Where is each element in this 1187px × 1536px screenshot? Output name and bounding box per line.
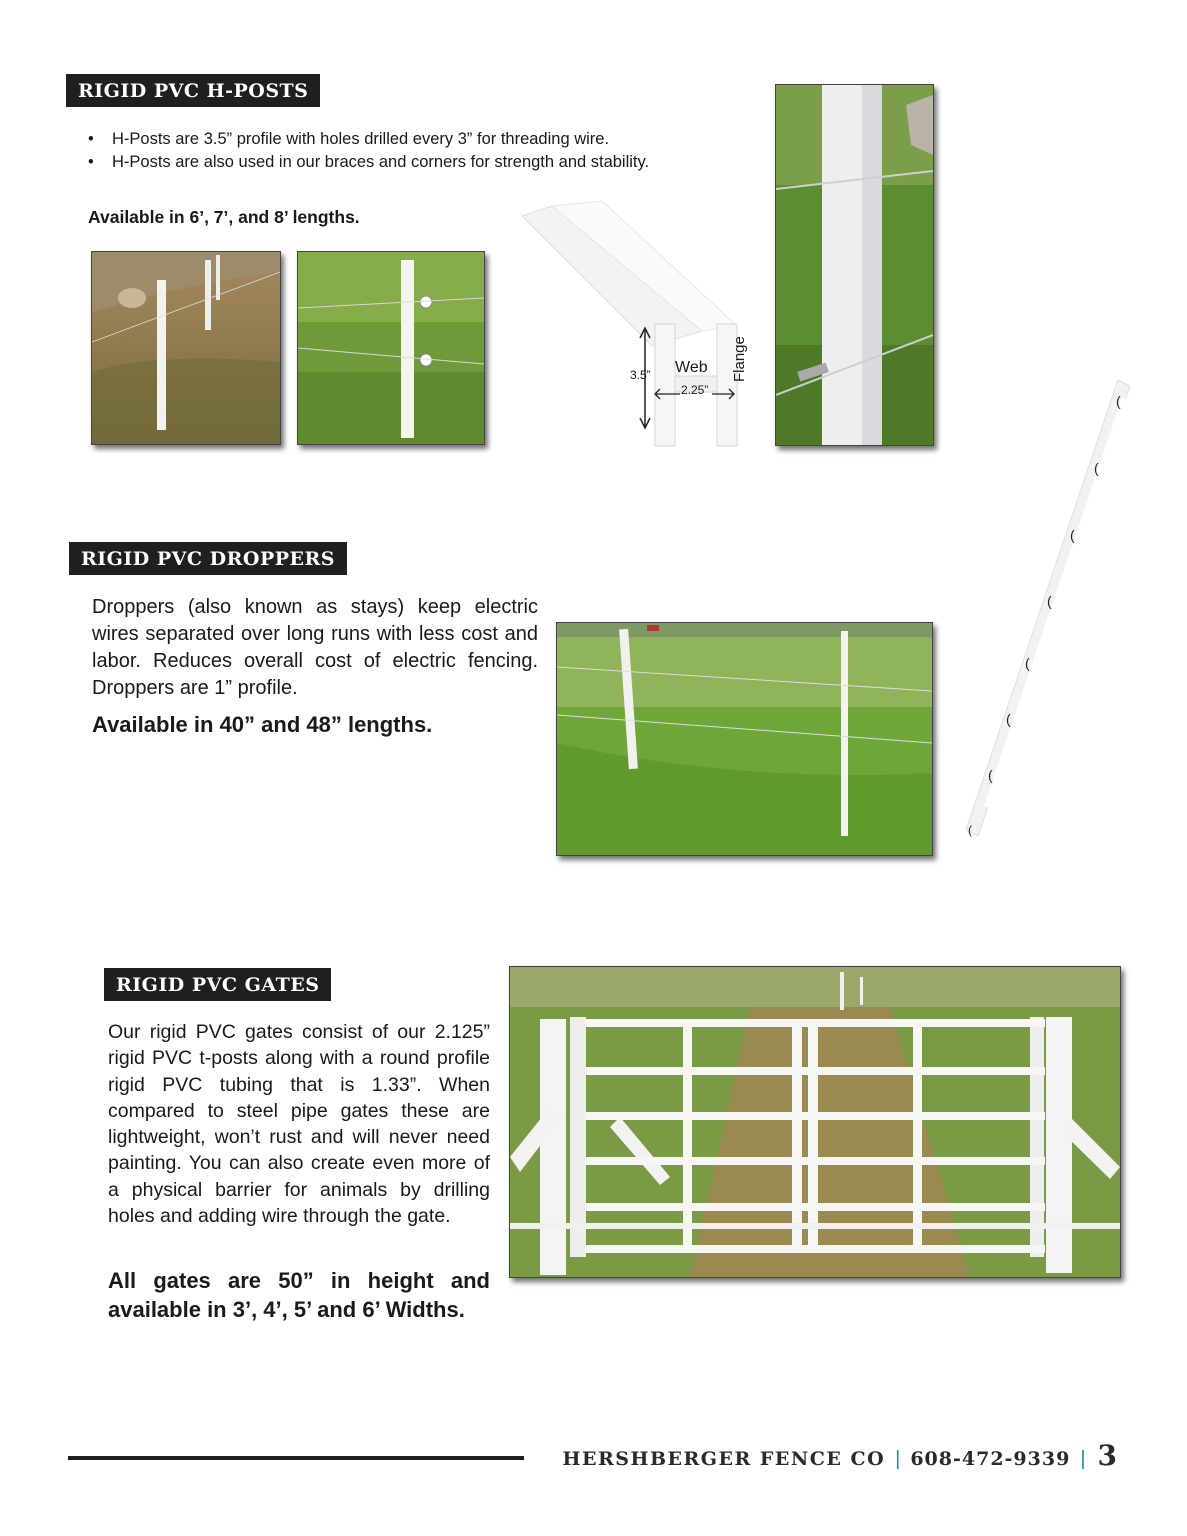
svg-text:(: ( <box>1094 460 1099 476</box>
svg-text:(: ( <box>1047 593 1052 609</box>
footer-separator: | <box>895 1448 901 1470</box>
gates-availability: All gates are 50” in height and available in 3’, 4’, 5’ and 6’ Widths. <box>108 1268 490 1322</box>
droppers-availability: Available in 40” and 48” lengths. <box>92 712 433 737</box>
footer-company: HERSHBERGER FENCE CO <box>562 1448 886 1470</box>
hpost-profile-diagram <box>512 196 762 454</box>
droppers-description: Droppers (also known as stays) keep electric wires separated over long runs with less cost and labor. Reduces overall cost of electric fencing. Droppers are 1” profile. <box>92 596 538 699</box>
page-number: 3 <box>1097 1439 1117 1472</box>
list-item: • H-Posts are 3.5” profile with holes drilled every 3” for threading wire. <box>88 128 688 151</box>
gates-photo <box>509 966 1121 1278</box>
footer-phone: 608-472-9339 <box>910 1448 1071 1470</box>
gates-heading: RIGID PVC GATES <box>104 968 331 1001</box>
list-item: • H-Posts are also used in our braces and corners for strength and stability. <box>88 151 687 174</box>
hpost-closeup-photo <box>775 84 934 446</box>
hpost-field-photo <box>91 251 281 445</box>
hposts-availability: Available in 6’, 7’, and 8’ lengths. <box>88 207 360 227</box>
svg-text:(: ( <box>988 767 993 783</box>
dropper-product-image <box>950 378 1140 838</box>
svg-text:(: ( <box>1070 527 1075 543</box>
diagram-flange-label: Flange <box>731 336 748 382</box>
diagram-width-label: 2.25” <box>681 383 709 397</box>
gates-description: Our rigid PVC gates consist of our 2.125” rigid PVC t-posts along with a round profile rigid PVC tubing that is 1.33”. When compared to steel pipe gates these are lightweight, won’t rust and will never need painting. You can also create even more of a physical barrier for animals by drilling holes and adding wire through the gate. <box>108 1021 490 1228</box>
svg-text:(: ( <box>1025 655 1030 671</box>
svg-text:(: ( <box>968 823 972 837</box>
footer-rule <box>68 1456 524 1460</box>
footer <box>563 1439 1117 1472</box>
hposts-bullet-list <box>88 128 688 174</box>
svg-text:(: ( <box>1006 711 1011 727</box>
diagram-web-label: Web <box>675 359 708 376</box>
hpost-insulator-photo <box>297 251 485 445</box>
diagram-height-label: 3.5” <box>630 368 651 382</box>
hposts-heading: RIGID PVC H-POSTS <box>66 74 320 107</box>
droppers-heading: RIGID PVC DROPPERS <box>69 542 347 575</box>
droppers-field-photo <box>556 622 933 856</box>
svg-text:(: ( <box>1116 393 1121 409</box>
footer-separator: | <box>1080 1448 1086 1470</box>
